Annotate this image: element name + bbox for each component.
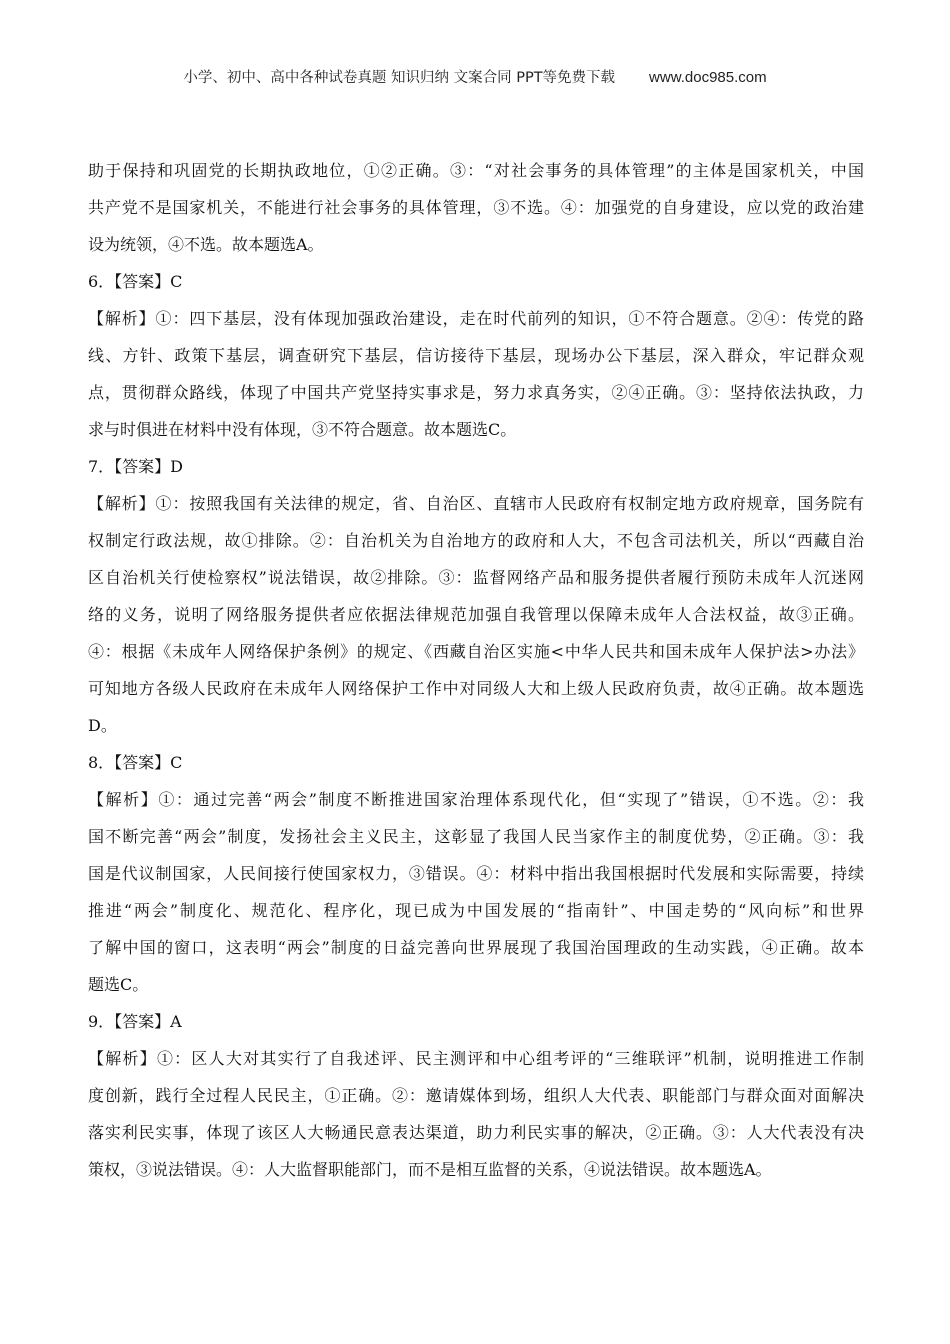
text-line: 可知地方各级人民政府在未成年人网络保护工作中对同级人大和上级人民政府负责，故④正确。故本题选 <box>88 679 864 698</box>
text-line: 策权，③说法错误。④：人大监督职能部门，而不是相互监督的关系，④说法错误。故本题选A。 <box>88 1160 772 1179</box>
text-line: ④：根据《未成年人网络保护条例》的规定、《西藏自治区实施<中华人民共和国未成年人保护法>办法》 <box>88 642 864 661</box>
text-line: 【解析】①：通过完善“两会”制度不断推进国家治理体系现代化，但“实现了”错误，①不选。②：我 <box>88 790 864 809</box>
text-line: 共产党不是国家机关，不能进行社会事务的具体管理，③不选。④：加强党的自身建设，应以党的政治建 <box>88 198 864 217</box>
text-line: 点，贯彻群众路线，体现了中国共产党坚持实事求是，努力求真务实，②④正确。③：坚持依法执政，力 <box>88 383 864 402</box>
document-body <box>88 152 864 1188</box>
text-line: 题选C。 <box>88 975 149 994</box>
text-line: 国是代议制国家，人民间接行使国家权力，③错误。④：材料中指出我国根据时代发展和实际需要，持续 <box>88 864 864 883</box>
text-line: 助于保持和巩固党的长期执政地位，①②正确。③：“对社会事务的具体管理”的主体是国家机关，中国 <box>88 161 864 180</box>
text-line: D。 <box>88 716 117 735</box>
text-line: 推进“两会”制度化、规范化、程序化，现已成为中国发展的“指南针”、中国走势的“风向标”和世界 <box>88 901 864 920</box>
text-line: 设为统领，④不选。故本题选A。 <box>88 235 324 254</box>
page-header <box>0 66 950 87</box>
text-line: 线、方针、政策下基层，调查研究下基层，信访接待下基层，现场办公下基层，深入群众，牢记群众观 <box>88 346 864 365</box>
text-line: 【解析】①：四下基层，没有体现加强政治建设，走在时代前列的知识，①不符合题意。②④：传党的路 <box>88 309 864 328</box>
text-line: 了解中国的窗口，这表明“两会”制度的日益完善向世界展现了我国治国理政的生动实践，④正确。故本 <box>88 938 864 957</box>
text-line: 络的义务，说明了网络服务提供者应依据法律规范加强自我管理以保障未成年人合法权益，故③正确。 <box>88 605 864 624</box>
text-line: 国不断完善“两会”制度，发扬社会主义民主，这彰显了我国人民当家作主的制度优势，②正确。③：我 <box>88 827 864 846</box>
answer-heading-6: 6．【答案】C <box>88 272 183 291</box>
text-line: 度创新，践行全过程人民民主，①正确。②：邀请媒体到场，组织人大代表、职能部门与群众面对面解决 <box>88 1086 864 1105</box>
text-line: 求与时俱进在材料中没有体现，③不符合题意。故本题选C。 <box>88 420 517 439</box>
header-site-link[interactable]: www.doc985.com <box>649 69 767 86</box>
answer-heading-8: 8．【答案】C <box>88 753 183 772</box>
text-line: 【解析】①：按照我国有关法律的规定，省、自治区、直辖市人民政府有权制定地方政府规章，国务院有 <box>88 494 864 513</box>
answer-heading-9: 9．【答案】A <box>88 1012 182 1031</box>
text-line: 权制定行政法规，故①排除。②：自治机关为自治地方的政府和人大，不包含司法机关，所以“西藏自治 <box>88 531 864 550</box>
text-line: 【解析】①：区人大对其实行了自我述评、民主测评和中心组考评的“三维联评”机制，说明推进工作制 <box>88 1049 864 1068</box>
text-line: 落实利民实事，体现了该区人大畅通民意表达渠道，助力利民实事的解决，②正确。③：人大代表没有决 <box>88 1123 864 1142</box>
answer-heading-7: 7．【答案】D <box>88 457 184 476</box>
text-line: 区自治机关行使检察权”说法错误，故②排除。③：监督网络产品和服务提供者履行预防未成年人沉迷网 <box>88 568 864 587</box>
header-title: 小学、初中、高中各种试卷真题 知识归纳 文案合同 PPT等免费下载 <box>183 70 616 86</box>
